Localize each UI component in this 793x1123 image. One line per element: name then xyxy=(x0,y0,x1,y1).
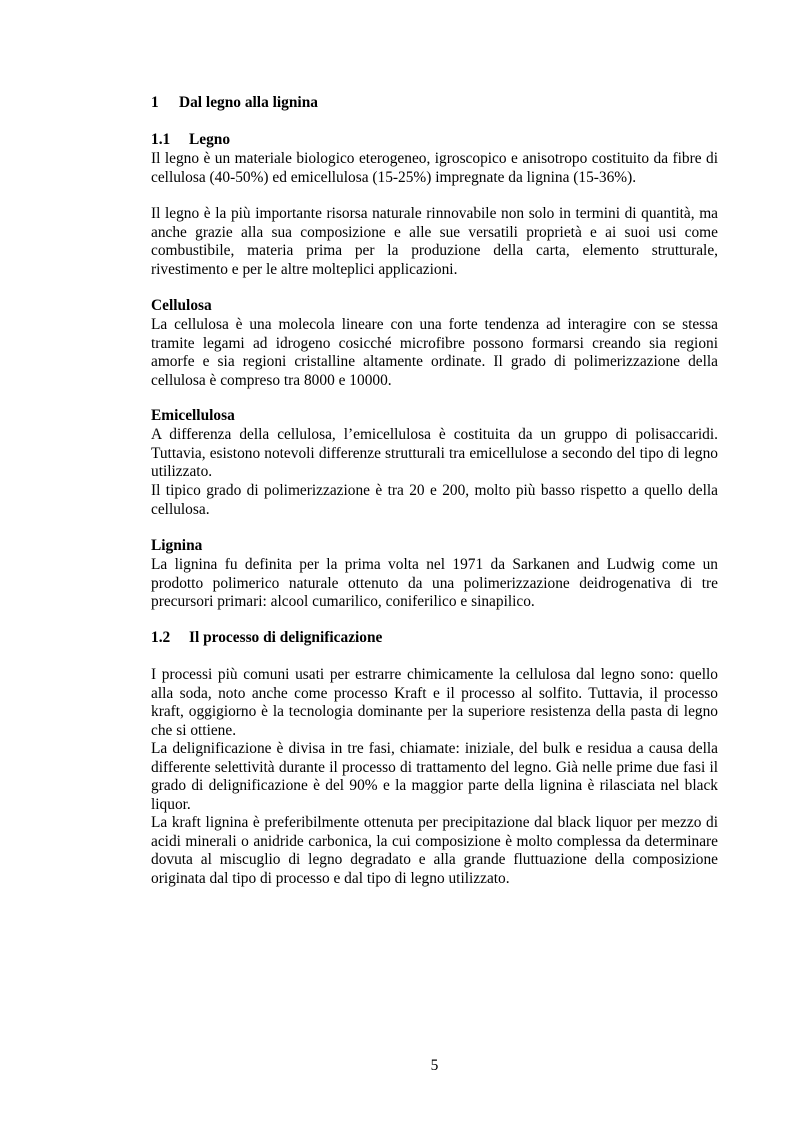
page-number: 5 xyxy=(430,1057,439,1074)
paragraph: Il tipico grado di polimerizzazione è tra 20 e 200, molto più basso rispetto a quello della cellulosa. xyxy=(151,482,718,518)
paragraph-lignina xyxy=(151,556,718,612)
paragraph-legno-2 xyxy=(151,205,718,279)
paragraph: La lignina fu definita per la prima volta nel 1971 da Sarkanen and Ludwig come un prodotto polimerico naturale ottenuto da una polimerizzazione deidrogenativa di tre precursori primari: alcool cumarilico, coniferilico e sinapilico. xyxy=(151,556,718,611)
subheading-emicellulosa: Emicellulosa xyxy=(151,407,235,424)
subheading-lignina: Lignina xyxy=(151,537,203,554)
paragraph: Il legno è un materiale biologico eterogeneo, igroscopico e anisotropo costituito da fibre di cellulosa (40-50%) ed emicellulosa (15-25%) impregnate da lignina (15-36%). xyxy=(151,150,718,186)
paragraph-processo-2 xyxy=(151,740,718,814)
chapter-heading xyxy=(151,94,718,113)
paragraph-legno-1 xyxy=(151,150,718,187)
section-title: Legno xyxy=(189,131,231,148)
paragraph-processo-1 xyxy=(151,666,718,740)
section-number: 1.1 xyxy=(151,131,171,148)
section-title: Il processo di delignificazione xyxy=(189,629,383,646)
paragraph-emicellulosa-1 xyxy=(151,426,718,482)
chapter-number: 1 xyxy=(151,94,159,111)
section-heading-processo xyxy=(151,629,718,648)
paragraph: Il legno è la più importante risorsa naturale rinnovabile non solo in termini di quantità, ma anche grazie alla sua composizione e alle sue versatili proprietà e ai suoi usi come combustibile, materia prima per la produzione della carta, elemento strutturale, rivestimento e per le altre molteplici applicazioni. xyxy=(151,205,718,278)
paragraph: I processi più comuni usati per estrarre chimicamente la cellulosa dal legno sono: quello alla soda, noto anche come processo Kraft e il processo al solfito. Tuttavia, il processo kraft, oggigiorno è la tecnologia dominante per la superiore resistenza della pasta di legno che si ottiene. xyxy=(151,666,718,739)
subheading-cellulosa: Cellulosa xyxy=(151,297,212,314)
paragraph: A differenza della cellulosa, l’emicellulosa è costituita da un gruppo di polisaccaridi. Tuttavia, esistono notevoli differenze strutturali tra emicellulose a secondo del tipo di legno utilizzato. xyxy=(151,426,718,481)
paragraph-cellulosa xyxy=(151,316,718,390)
chapter-title: Dal legno alla lignina xyxy=(179,94,318,111)
paragraph: La kraft lignina è preferibilmente ottenuta per precipitazione dal black liquor per mezzo di acidi minerali o anidride carbonica, la cui composizione è molto complessa da determinare dovuta al miscuglio di legno degradato e alla grande fluttuazione della composizione originata dal tipo di processo e dal tipo di legno utilizzato. xyxy=(151,814,718,887)
document-page xyxy=(151,0,718,1123)
paragraph: La delignificazione è divisa in tre fasi, chiamate: iniziale, del bulk e residua a causa della differente selettività durante il processo di trattamento del legno. Già nelle prime due fasi il grado di delignificazione è del 90% e la maggior parte della lignina è rilasciata nel black liquor. xyxy=(151,740,718,813)
paragraph-emicellulosa-2 xyxy=(151,482,718,519)
section-heading-legno xyxy=(151,131,718,150)
section-number: 1.2 xyxy=(151,629,171,646)
paragraph: La cellulosa è una molecola lineare con una forte tendenza ad interagire con se stessa tramite legami ad idrogeno cosicché microfibre possono formarsi creando sia regioni amorfe e sia regioni cristalline altamente ordinate. Il grado di polimerizzazione della cellulosa è compreso tra 8000 e 10000. xyxy=(151,316,718,389)
paragraph-processo-3 xyxy=(151,814,718,888)
